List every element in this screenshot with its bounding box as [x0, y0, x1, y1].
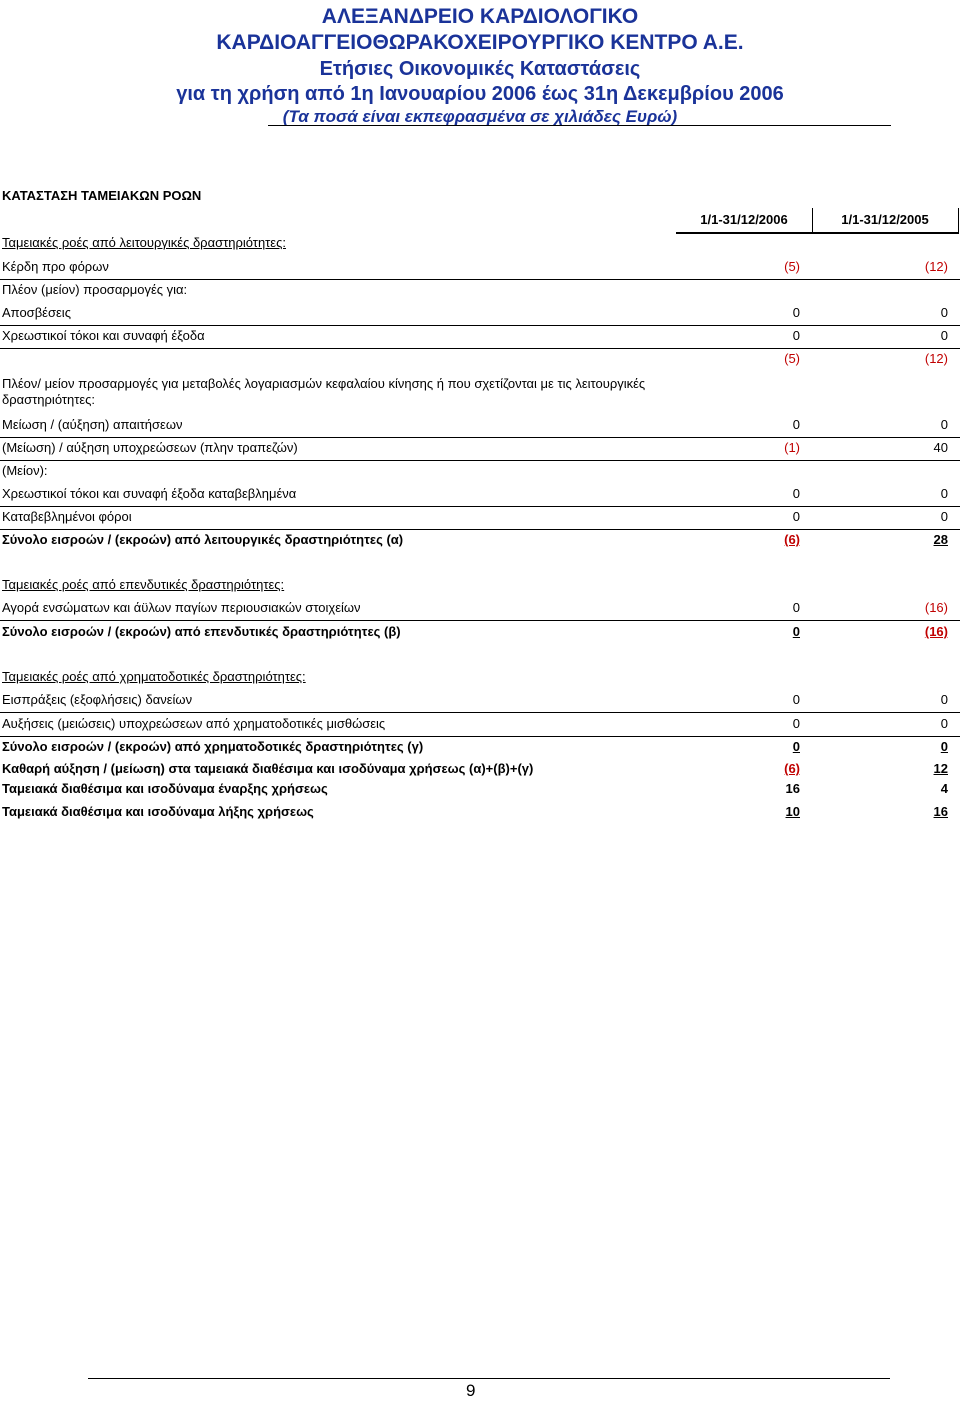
value-2006: 0	[792, 739, 800, 754]
value-2006: 0	[792, 509, 800, 524]
row-label: Αυξήσεις (μειώσεις) υποχρεώσεων από χρηματοδοτικές μισθώσεις	[2, 716, 386, 731]
table-row	[0, 440, 960, 461]
row-label: Αποσβέσεις	[2, 305, 71, 320]
value-2005: (12)	[924, 351, 948, 366]
row-label: Κέρδη προ φόρων	[2, 259, 109, 274]
row-label: Ταμειακά διαθέσιμα και ισοδύναμα έναρξης χρήσεως	[2, 781, 328, 796]
value-2006: (5)	[784, 351, 800, 366]
closing-balance-row	[0, 804, 960, 824]
table-row	[0, 600, 960, 621]
value-2005: 0	[940, 509, 948, 524]
statement-title: ΚΑΤΑΣΤΑΣΗ ΤΑΜΕΙΑΚΩΝ ΡΟΩΝ	[2, 188, 202, 203]
value-2006: 0	[792, 305, 800, 320]
investing-heading-row	[0, 577, 960, 597]
row-label: Σύνολο εισροών / (εκροών) από λειτουργικές δραστηριότητες (α)	[2, 532, 404, 547]
row-label: Αγορά ενσώματων και άϋλων παγίων περιουσιακών στοιχείων	[2, 600, 361, 615]
row-label: Χρεωστικοί τόκοι και συναφή έξοδα	[2, 328, 205, 343]
row-label: (Μείον):	[2, 463, 48, 478]
row-label: Χρεωστικοί τόκοι και συναφή έξοδα καταβεβλημένα	[2, 486, 297, 501]
currency-note: (Τα ποσά είναι εκπεφρασμένα σε χιλιάδες Ευρώ)	[282, 107, 678, 126]
table-row	[0, 259, 960, 280]
value-2005: (16)	[924, 600, 948, 615]
row-label: Εισπράξεις (εξοφλήσεις) δανείων	[2, 692, 193, 707]
value-2005: 0	[940, 328, 948, 343]
page-number: 9	[466, 1381, 476, 1400]
column-header-2005: 1/1-31/12/2005	[812, 208, 959, 234]
value-2006: (6)	[784, 532, 800, 547]
value-2005: 16	[933, 804, 948, 819]
document-title: Ετήσιες Οικονομικές Καταστάσεις	[319, 58, 641, 80]
company-name-line2: ΚΑΡΔΙΟΑΓΓΕΙΟΘΩΡΑΚΟΧΕΙΡΟΥΡΓΙΚΟ ΚΕΝΤΡΟ Α.Ε.	[216, 31, 744, 54]
section-heading: Ταμειακές ροές από χρηματοδοτικές δραστηριότητες:	[2, 669, 306, 684]
table-row	[0, 305, 960, 326]
row-label: Πλέον (μείον) προσαρμογές για:	[2, 282, 188, 297]
value-2006: 16	[785, 781, 800, 796]
period-subtitle: για τη χρήση από 1η Ιανουαρίου 2006 έως 31η Δεκεμβρίου 2006	[176, 83, 784, 105]
column-header-2006: 1/1-31/12/2006	[676, 208, 813, 234]
value-2005: 0	[940, 486, 948, 501]
row-label: Ταμειακά διαθέσιμα και ισοδύναμα λήξης χρήσεως	[2, 804, 314, 819]
value-2006: 0	[792, 624, 800, 639]
value-2006: 10	[785, 804, 800, 819]
header-divider	[268, 125, 891, 126]
value-2006: 0	[792, 692, 800, 707]
row-label: Καταβεβλημένοι φόροι	[2, 509, 132, 524]
table-row	[0, 509, 960, 530]
total-row	[0, 624, 960, 644]
company-name-line1: ΑΛΕΞΑΝΔΡΕΙΟ ΚΑΡΔΙΟΛΟΓΙΚΟ	[321, 5, 639, 28]
section-heading: Ταμειακές ροές από επενδυτικές δραστηριότητες:	[2, 577, 285, 592]
value-2006: 0	[792, 486, 800, 501]
value-2005: 4	[940, 781, 948, 796]
value-2006: (6)	[784, 761, 800, 776]
table-row	[0, 282, 960, 302]
value-2006: (5)	[784, 259, 800, 274]
table-row	[0, 417, 960, 438]
row-label: Σύνολο εισροών / (εκροών) από χρηματοδοτικές δραστηριότητες (γ)	[2, 739, 424, 754]
row-label: Σύνολο εισροών / (εκροών) από επενδυτικές δραστηριότητες (β)	[2, 624, 401, 639]
row-label: Πλέον/ μείον προσαρμογές για μεταβολές λογαριασμών κεφαλαίου κίνησης ή που σχετίζονται με τις λειτουργικές δραστηριότητες:	[2, 376, 646, 407]
row-label: (Μείωση) / αύξηση υποχρεώσεων (πλην τραπεζών)	[2, 440, 298, 455]
section-heading: Ταμειακές ροές από λειτουργικές δραστηριότητες:	[2, 235, 286, 250]
table-row	[0, 463, 960, 483]
value-2005: (12)	[924, 259, 948, 274]
value-2006: 0	[792, 417, 800, 432]
value-2005: 0	[940, 417, 948, 432]
table-row	[0, 376, 960, 410]
table-row	[0, 716, 960, 737]
table-row	[0, 328, 960, 349]
value-2006: 0	[792, 600, 800, 615]
total-row	[0, 532, 960, 552]
table-row	[0, 692, 960, 713]
value-2005: 40	[933, 440, 948, 455]
value-2005: 12	[933, 761, 948, 776]
value-2005: 28	[933, 532, 948, 547]
value-2006: 0	[792, 328, 800, 343]
subtotal-row	[0, 351, 960, 371]
value-2006: 0	[792, 716, 800, 731]
value-2005: 0	[940, 739, 948, 754]
table-row	[0, 486, 960, 507]
value-2005: 0	[940, 692, 948, 707]
value-2006: (1)	[784, 440, 800, 455]
total-row	[0, 739, 960, 759]
opening-balance-row	[0, 781, 960, 801]
value-2005: 0	[940, 716, 948, 731]
financing-heading-row	[0, 669, 960, 689]
value-2005: 0	[940, 305, 948, 320]
operating-heading-row	[0, 235, 960, 255]
value-2005: (16)	[924, 624, 948, 639]
net-change-row	[0, 761, 960, 781]
row-label: Καθαρή αύξηση / (μείωση) στα ταμειακά διαθέσιμα και ισοδύναμα χρήσεως (α)+(β)+(γ)	[2, 761, 534, 776]
row-label: Μείωση / (αύξηση) απαιτήσεων	[2, 417, 183, 432]
footer-divider	[88, 1378, 890, 1379]
